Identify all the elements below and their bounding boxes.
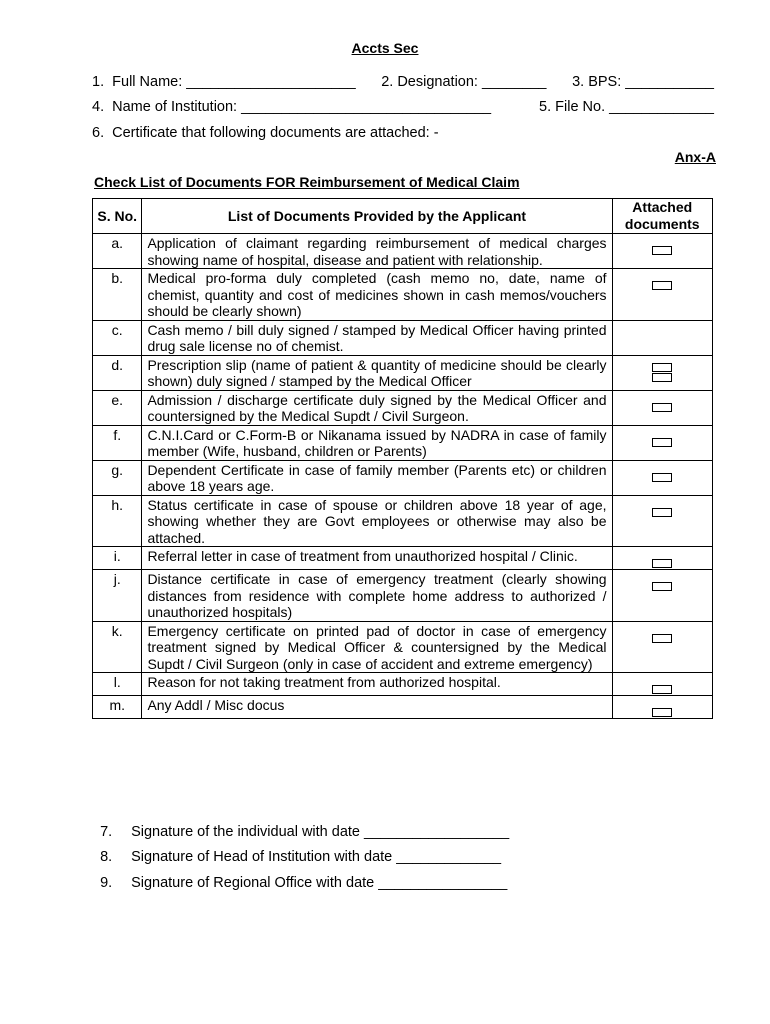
row-document: Referral letter in case of treatment from unauthorized hospital / Clinic. [142, 547, 612, 570]
table-row [93, 320, 713, 355]
row-document: Prescription slip (name of patient & quantity of medicine should be clearly shown) duly signed / stamped by the Medical Officer [142, 355, 612, 390]
row-attached [612, 696, 712, 719]
signature-number: 8. [100, 849, 113, 865]
row-sno: k. [93, 621, 142, 673]
row-sno: e. [93, 390, 142, 425]
table-row [93, 390, 713, 425]
row-sno: c. [93, 320, 142, 355]
signature-text[interactable]: Signature of Head of Institution with date _____________ [131, 849, 502, 865]
table-row [93, 673, 713, 696]
signature-line-regional [92, 856, 507, 892]
row-attached [612, 547, 712, 570]
table-row [93, 621, 713, 673]
table-row [93, 547, 713, 570]
row-sno: f. [93, 425, 142, 460]
attached-checkbox[interactable] [652, 708, 672, 717]
attached-checkbox[interactable] [652, 582, 672, 591]
attached-checkbox[interactable] [652, 559, 672, 568]
attached-checkbox[interactable] [652, 685, 672, 694]
table-row [93, 696, 713, 719]
section-heading: Accts Sec [351, 40, 419, 56]
row-document: Reason for not taking treatment from authorized hospital. [142, 673, 612, 696]
signature-text[interactable]: Signature of the individual with date __________________ [131, 824, 510, 840]
institution-field[interactable]: 4. Name of Institution: _______________________________ [92, 99, 492, 115]
attached-checkbox[interactable] [652, 246, 672, 255]
row-attached [612, 495, 712, 547]
header-sno: S. No. [93, 199, 142, 234]
row-attached [612, 570, 712, 622]
header-attached-line2: documents [624, 216, 700, 232]
row-document: Admission / discharge certificate duly signed by the Medical Officer and countersigned by the Medical Supdt / Civil Surgeon. [142, 390, 612, 425]
row-sno: j. [93, 570, 142, 622]
attached-checkbox[interactable] [652, 473, 672, 482]
row-document: Application of claimant regarding reimbursement of medical charges showing name of hospital, disease and patient with relationship. [142, 234, 612, 269]
row-attached [612, 234, 712, 269]
attached-checkbox[interactable] [652, 281, 672, 290]
row-document: Any Addl / Misc docus [142, 696, 612, 719]
row-attached [612, 390, 712, 425]
table-row [93, 570, 713, 622]
row-attached [612, 320, 712, 355]
row-document: Emergency certificate on printed pad of doctor in case of emergency treatment signed by Medical Officer & countersigned by the Medical Supdt / Civil Surgeon (only in case of accident and extreme emergency) [142, 621, 612, 673]
row-attached [612, 425, 712, 460]
row-sno: h. [93, 495, 142, 547]
row-sno: m. [93, 696, 142, 719]
row-attached [612, 673, 712, 696]
row-document: Distance certificate in case of emergency treatment (clearly showing distances from residence with complete home address to authorized / unauthorized hospitals) [142, 570, 612, 622]
row-attached [612, 269, 712, 321]
table-row [93, 460, 713, 495]
checklist-body [93, 234, 713, 719]
row-document: C.N.I.Card or C.Form-B or Nikanama issued by NADRA in case of family member (Wife, husband, children or Parents) [142, 425, 612, 460]
signature-number: 9. [100, 875, 113, 891]
table-header-row [93, 199, 713, 234]
checklist-title: Check List of Documents FOR Reimbursement of Medical Claim [94, 174, 520, 190]
field-row-2 [92, 98, 714, 116]
table-row [93, 269, 713, 321]
signature-number: 7. [100, 824, 113, 840]
row-document: Cash memo / bill duly signed / stamped by Medical Officer having printed drug sale license no of chemist. [142, 320, 612, 355]
table-row [93, 234, 713, 269]
row-document: Status certificate in case of spouse or children above 18 year of age, showing whether they are Govt employees or otherwise may also be attached. [142, 495, 612, 547]
designation-field[interactable]: 2. Designation: ________ [381, 74, 547, 90]
header-attached-line1: Attached [632, 199, 693, 215]
table-row [93, 355, 713, 390]
row-document: Medical pro-forma duly completed (cash memo no, date, name of chemist, quantity and cost of medicines shown in cash memos/vouchers should be clearly shown) [142, 269, 612, 321]
row-sno: g. [93, 460, 142, 495]
table-row [93, 425, 713, 460]
certificate-statement: 6. Certificate that following documents are attached: - [92, 125, 439, 141]
full-name-field[interactable]: 1. Full Name: _____________________ [92, 74, 356, 90]
row-attached [612, 460, 712, 495]
row-attached [612, 355, 712, 390]
table-row [93, 495, 713, 547]
row-attached [612, 621, 712, 673]
attached-checkbox[interactable] [652, 508, 672, 517]
annex-label: Anx-A [674, 149, 716, 165]
bps-field[interactable]: 3. BPS: ___________ [572, 74, 714, 90]
attached-checkbox[interactable] [652, 403, 672, 412]
file-no-field[interactable]: 5. File No. _____________ [539, 99, 714, 115]
documents-checklist-table [92, 198, 713, 719]
attached-checkbox[interactable] [652, 634, 672, 643]
attached-checkbox[interactable] [652, 363, 672, 372]
row-sno: d. [93, 355, 142, 390]
header-documents: List of Documents Provided by the Applicant [142, 199, 612, 234]
row-sno: a. [93, 234, 142, 269]
field-row-1 [92, 73, 714, 91]
row-sno: l. [93, 673, 142, 696]
row-document: Dependent Certificate in case of family member (Parents etc) or children above 18 years age. [142, 460, 612, 495]
attached-checkbox[interactable] [652, 373, 672, 382]
row-sno: i. [93, 547, 142, 570]
row-sno: b. [93, 269, 142, 321]
attached-checkbox[interactable] [652, 438, 672, 447]
header-attached [612, 199, 712, 234]
signature-text[interactable]: Signature of Regional Office with date ________________ [131, 875, 508, 891]
